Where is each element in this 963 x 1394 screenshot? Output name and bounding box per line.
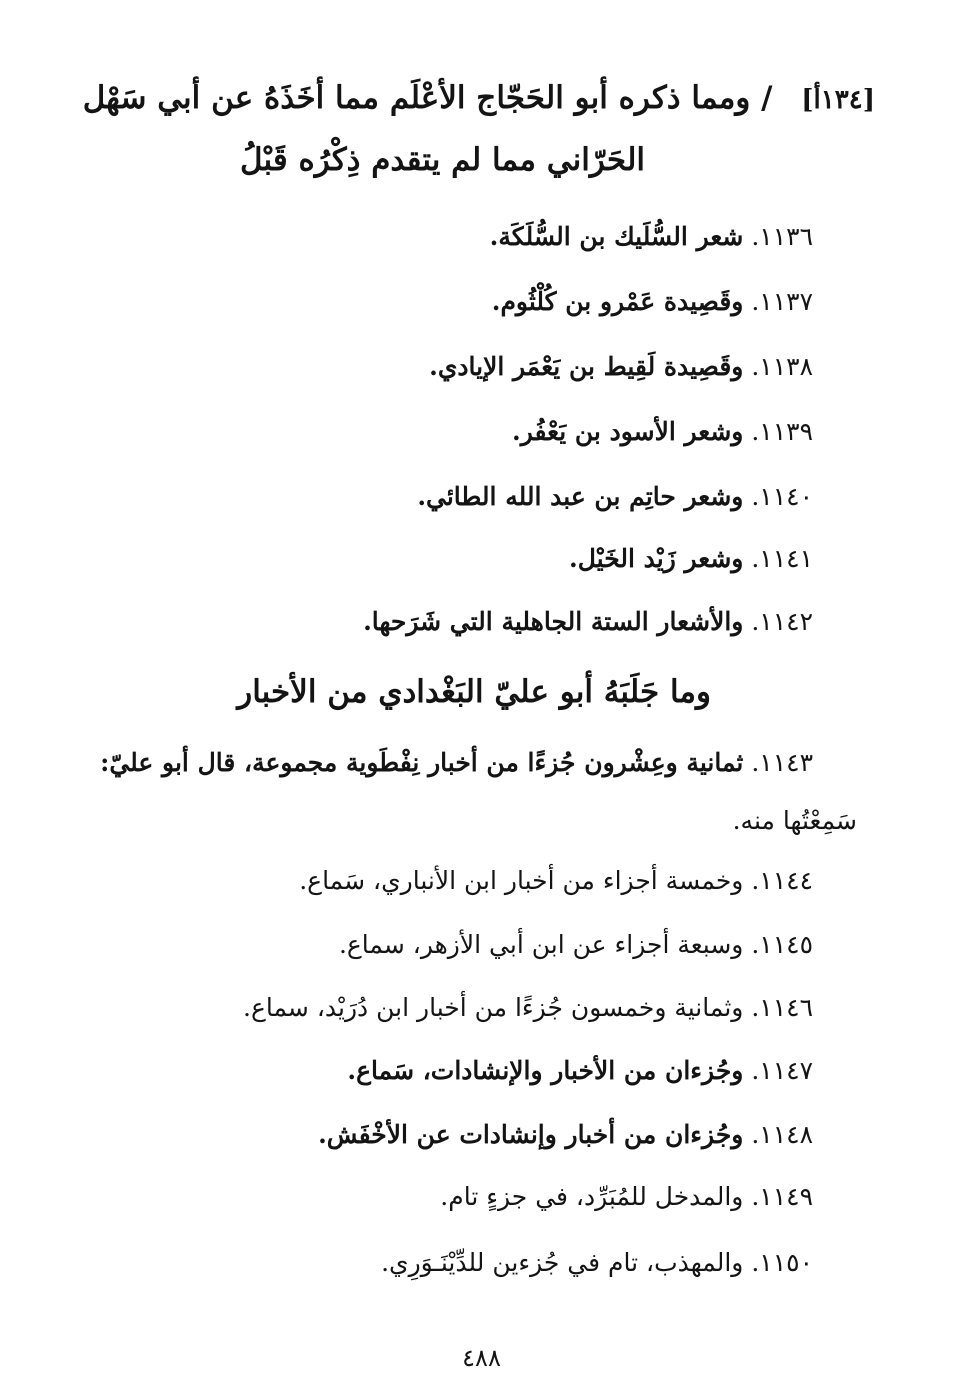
entry-text: وقَصِيدة عَمْرو بن كُلْثُوم. [491, 287, 744, 316]
entry-number: ١١٤٠ [759, 482, 813, 511]
folio-marker: [١٣٤أ] [801, 85, 875, 115]
entry-text: وشعر زَيْد الخَيْل. [569, 544, 744, 573]
entry-text: وثمانية وخمسون جُزءًا من أخبار ابن دُرَيْد، سماع. [243, 993, 744, 1022]
entry-number: ١١٤٩ [759, 1182, 813, 1211]
list-item: ١١٤٠. وشعر حاتِم بن عبد الله الطائي. [417, 482, 813, 511]
entry-continuation [733, 806, 857, 835]
page-number: ٤٨٨ [462, 1344, 501, 1372]
entry-number: ١١٣٩ [759, 417, 813, 446]
entry-text-line2: سَمِعْتُها منه. [732, 806, 857, 835]
entry-text: والمدخل للمُبَرِّد، في جزءٍ تام. [440, 1182, 744, 1211]
entry-text: وشعر حاتِم بن عبد الله الطائي. [417, 482, 744, 511]
section-heading-abu-sahl-line2: الحَرّاني مما لم يتقدم ذِكْرُه قَبْلُ [240, 142, 645, 178]
entry-number: ١١٣٧ [759, 287, 813, 316]
entry-number: ١١٤٣ [759, 748, 813, 777]
slash-mark: / [761, 80, 773, 116]
list-item: ١١٥٠. والمهذب، تام في جُزءين للدِّيْنَـوَرِي. [381, 1248, 813, 1277]
list-item: ١١٤٣. ثمانية وعِشْرون جُزءًا من أخبار نِفْطَوية مجموعة، قال أبو عليّ: [100, 748, 813, 777]
list-item: ١١٤٧. وجُزءان من الأخبار والإنشادات، سَماع. [347, 1056, 813, 1085]
list-item: ١١٤٦. وثمانية وخمسون جُزءًا من أخبار ابن دُرَيْد، سماع. [243, 993, 813, 1022]
entry-number: ١١٤٥ [759, 930, 813, 959]
entry-text: وشعر الأسود بن يَعْفُر. [512, 417, 744, 446]
entry-number: ١١٤٨ [759, 1120, 813, 1149]
heading-text: ومما ذكره أبو الحَجّاج الأعْلَم مما أخَذَهُ عن أبي سَهْل [82, 80, 751, 116]
entry-text: وقَصِيدة لَقِيط بن يَعْمَر الإيادي. [429, 352, 744, 381]
entry-text: شعر السُّلَيك بن السُّلَكَة. [489, 222, 744, 251]
entry-number: ١١٤٧ [759, 1056, 813, 1085]
section-heading-abu-sahl-line1 [83, 80, 875, 116]
entry-text: والمهذب، تام في جُزءين للدِّيْنَـوَرِي. [381, 1248, 744, 1277]
list-item: ١١٤٨. وجُزءان من أخبار وإنشادات عن الأخْفَش. [318, 1120, 813, 1149]
entry-number: ١١٥٠ [759, 1248, 813, 1277]
entry-text: وخمسة أجزاء من أخبار ابن الأنباري، سَماع. [299, 866, 744, 895]
list-item: ١١٤٢. والأشعار الستة الجاهلية التي شَرَحها. [363, 607, 813, 636]
section-heading-baghdadi: وما جَلَبَهُ أبو عليّ البَغْدادي من الأخبار [237, 674, 711, 710]
entry-number: ١١٣٦ [759, 222, 813, 251]
entry-number: ١١٤٢ [759, 607, 813, 636]
entry-number: ١١٤٤ [759, 866, 813, 895]
list-item: ١١٤٥. وسبعة أجزاء عن ابن أبي الأزهر، سماع. [338, 930, 813, 959]
entry-text: والأشعار الستة الجاهلية التي شَرَحها. [363, 607, 744, 636]
list-item: ١١٤١. وشعر زَيْد الخَيْل. [569, 544, 813, 573]
list-item: ١١٣٦. شعر السُّلَيك بن السُّلَكَة. [489, 222, 813, 251]
list-item: ١١٣٨. وقَصِيدة لَقِيط بن يَعْمَر الإيادي. [429, 352, 813, 381]
entry-number: ١١٤٦ [759, 993, 813, 1022]
entry-text: وجُزءان من الأخبار والإنشادات، سَماع. [347, 1056, 744, 1085]
list-item: ١١٤٩. والمدخل للمُبَرِّد، في جزءٍ تام. [440, 1182, 813, 1211]
entry-number: ١١٣٨ [759, 352, 813, 381]
entry-text: وجُزءان من أخبار وإنشادات عن الأخْفَش. [318, 1120, 744, 1149]
list-item: ١١٣٧. وقَصِيدة عَمْرو بن كُلْثُوم. [491, 287, 813, 316]
entry-text-line1: ثمانية وعِشْرون جُزءًا من أخبار نِفْطَوية مجموعة، قال أبو عليّ: [100, 748, 744, 777]
entry-text: وسبعة أجزاء عن ابن أبي الأزهر، سماع. [338, 930, 744, 959]
list-item: ١١٣٩. وشعر الأسود بن يَعْفُر. [512, 417, 813, 446]
entry-number: ١١٤١ [759, 544, 813, 573]
list-item: ١١٤٤. وخمسة أجزاء من أخبار ابن الأنباري، سَماع. [299, 866, 813, 895]
